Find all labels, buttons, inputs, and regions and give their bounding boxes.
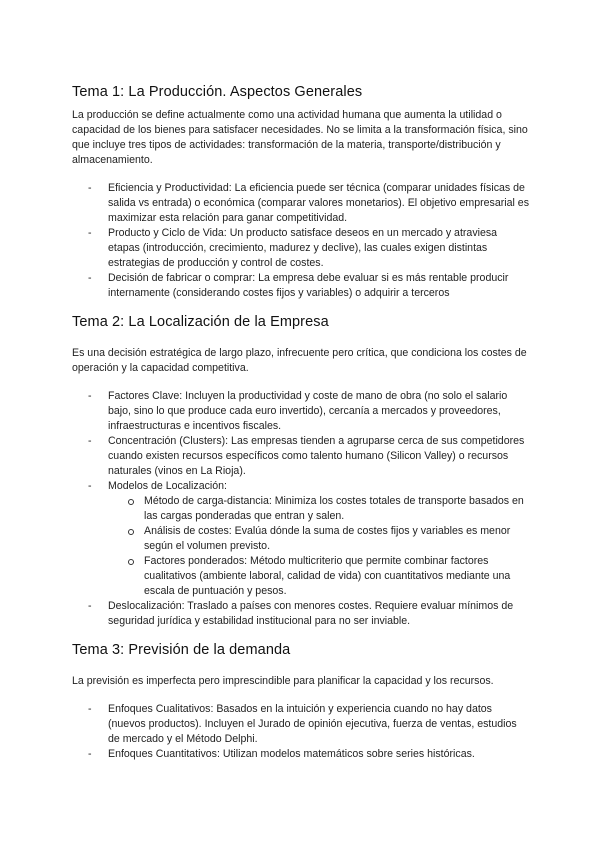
list-item: - Factores Clave: Incluyen la productividad y coste de mano de obra (no solo el salario bajo, sino lo que produce cada euro invertido), cercanía a mercados y proveedores, infraestructuras e incentivos fiscales.	[88, 389, 530, 434]
sublist-item: Análisis de costes: Evalúa dónde la suma de costes fijos y variables es menor según el volumen previsto.	[126, 524, 530, 554]
list-item: - Concentración (Clusters): Las empresas tienden a agruparse cerca de sus competidores cuando existen recursos específicos como talento humano (Silicon Valley) o recursos naturales (vinos en La Rioja).	[88, 434, 530, 479]
tema2-list	[72, 389, 530, 629]
list-item: - Eficiencia y Productividad: La eficiencia puede ser técnica (comparar unidades físicas de salida vs entrada) o económica (comparar valores monetarios). El objetivo empresarial es maximizar esta relación para ganar competitividad.	[88, 181, 530, 226]
tema1-list	[72, 181, 530, 301]
tema2-heading: Tema 2: La Localización de la Empresa	[72, 314, 329, 330]
list-item: - Enfoques Cualitativos: Basados en la intuición y experiencia cuando no hay datos (nuevos productos). Incluyen el Jurado de opinión ejecutiva, fuerza de ventas, estudios de mercado y el Método Delphi.	[88, 702, 530, 747]
list-item: - Enfoques Cuantitativos: Utilizan modelos matemáticos sobre series históricas.	[88, 747, 530, 762]
list-item: - Deslocalización: Traslado a países con menores costes. Requiere evaluar mínimos de seguridad jurídica y estabilidad institucional para no ser inviable.	[88, 599, 530, 629]
tema2-intro: Es una decisión estratégica de largo plazo, infrecuente pero crítica, que condiciona los costes de operación y la capacidad competitiva.	[72, 347, 527, 374]
list-item-modelos	[88, 479, 530, 599]
tema1-heading: Tema 1: La Producción. Aspectos Generales	[72, 84, 363, 100]
list-item: - Producto y Ciclo de Vida: Un producto satisface deseos en un mercado y atraviesa etapas (introducción, crecimiento, madurez y declive), las cuales exigen distintas estrategias de producción y control de costes.	[88, 226, 530, 271]
tema3-intro: La previsión es imperfecta pero imprescindible para planificar la capacidad y los recursos.	[72, 675, 494, 687]
tema3-heading: Tema 3: Previsión de la demanda	[72, 642, 291, 658]
sublist-item: Método de carga-distancia: Minimiza los costes totales de transporte basados en las cargas ponderadas que entran y salen.	[126, 494, 530, 524]
list-item: - Decisión de fabricar o comprar: La empresa debe evaluar si es más rentable producir internamente (considerando costes fijos y variables) o adquirir a terceros	[88, 271, 530, 301]
modelos-label: Modelos de Localización:	[108, 480, 227, 492]
modelos-sublist	[108, 494, 530, 599]
tema3-list	[72, 702, 530, 762]
sublist-item: Factores ponderados: Método multicriterio que permite combinar factores cualitativos (ambiente laboral, calidad de vida) con cuantitativos mediante una escala de puntuación y pesos.	[126, 554, 530, 599]
tema1-intro: La producción se define actualmente como una actividad humana que aumenta la utilidad o capacidad de los bienes para satisfacer necesidades. No se limita a la transformación física, sino que incluye tres tipos de actividades: transformación de la materia, transporte/distribución y almacenamiento.	[72, 109, 528, 166]
